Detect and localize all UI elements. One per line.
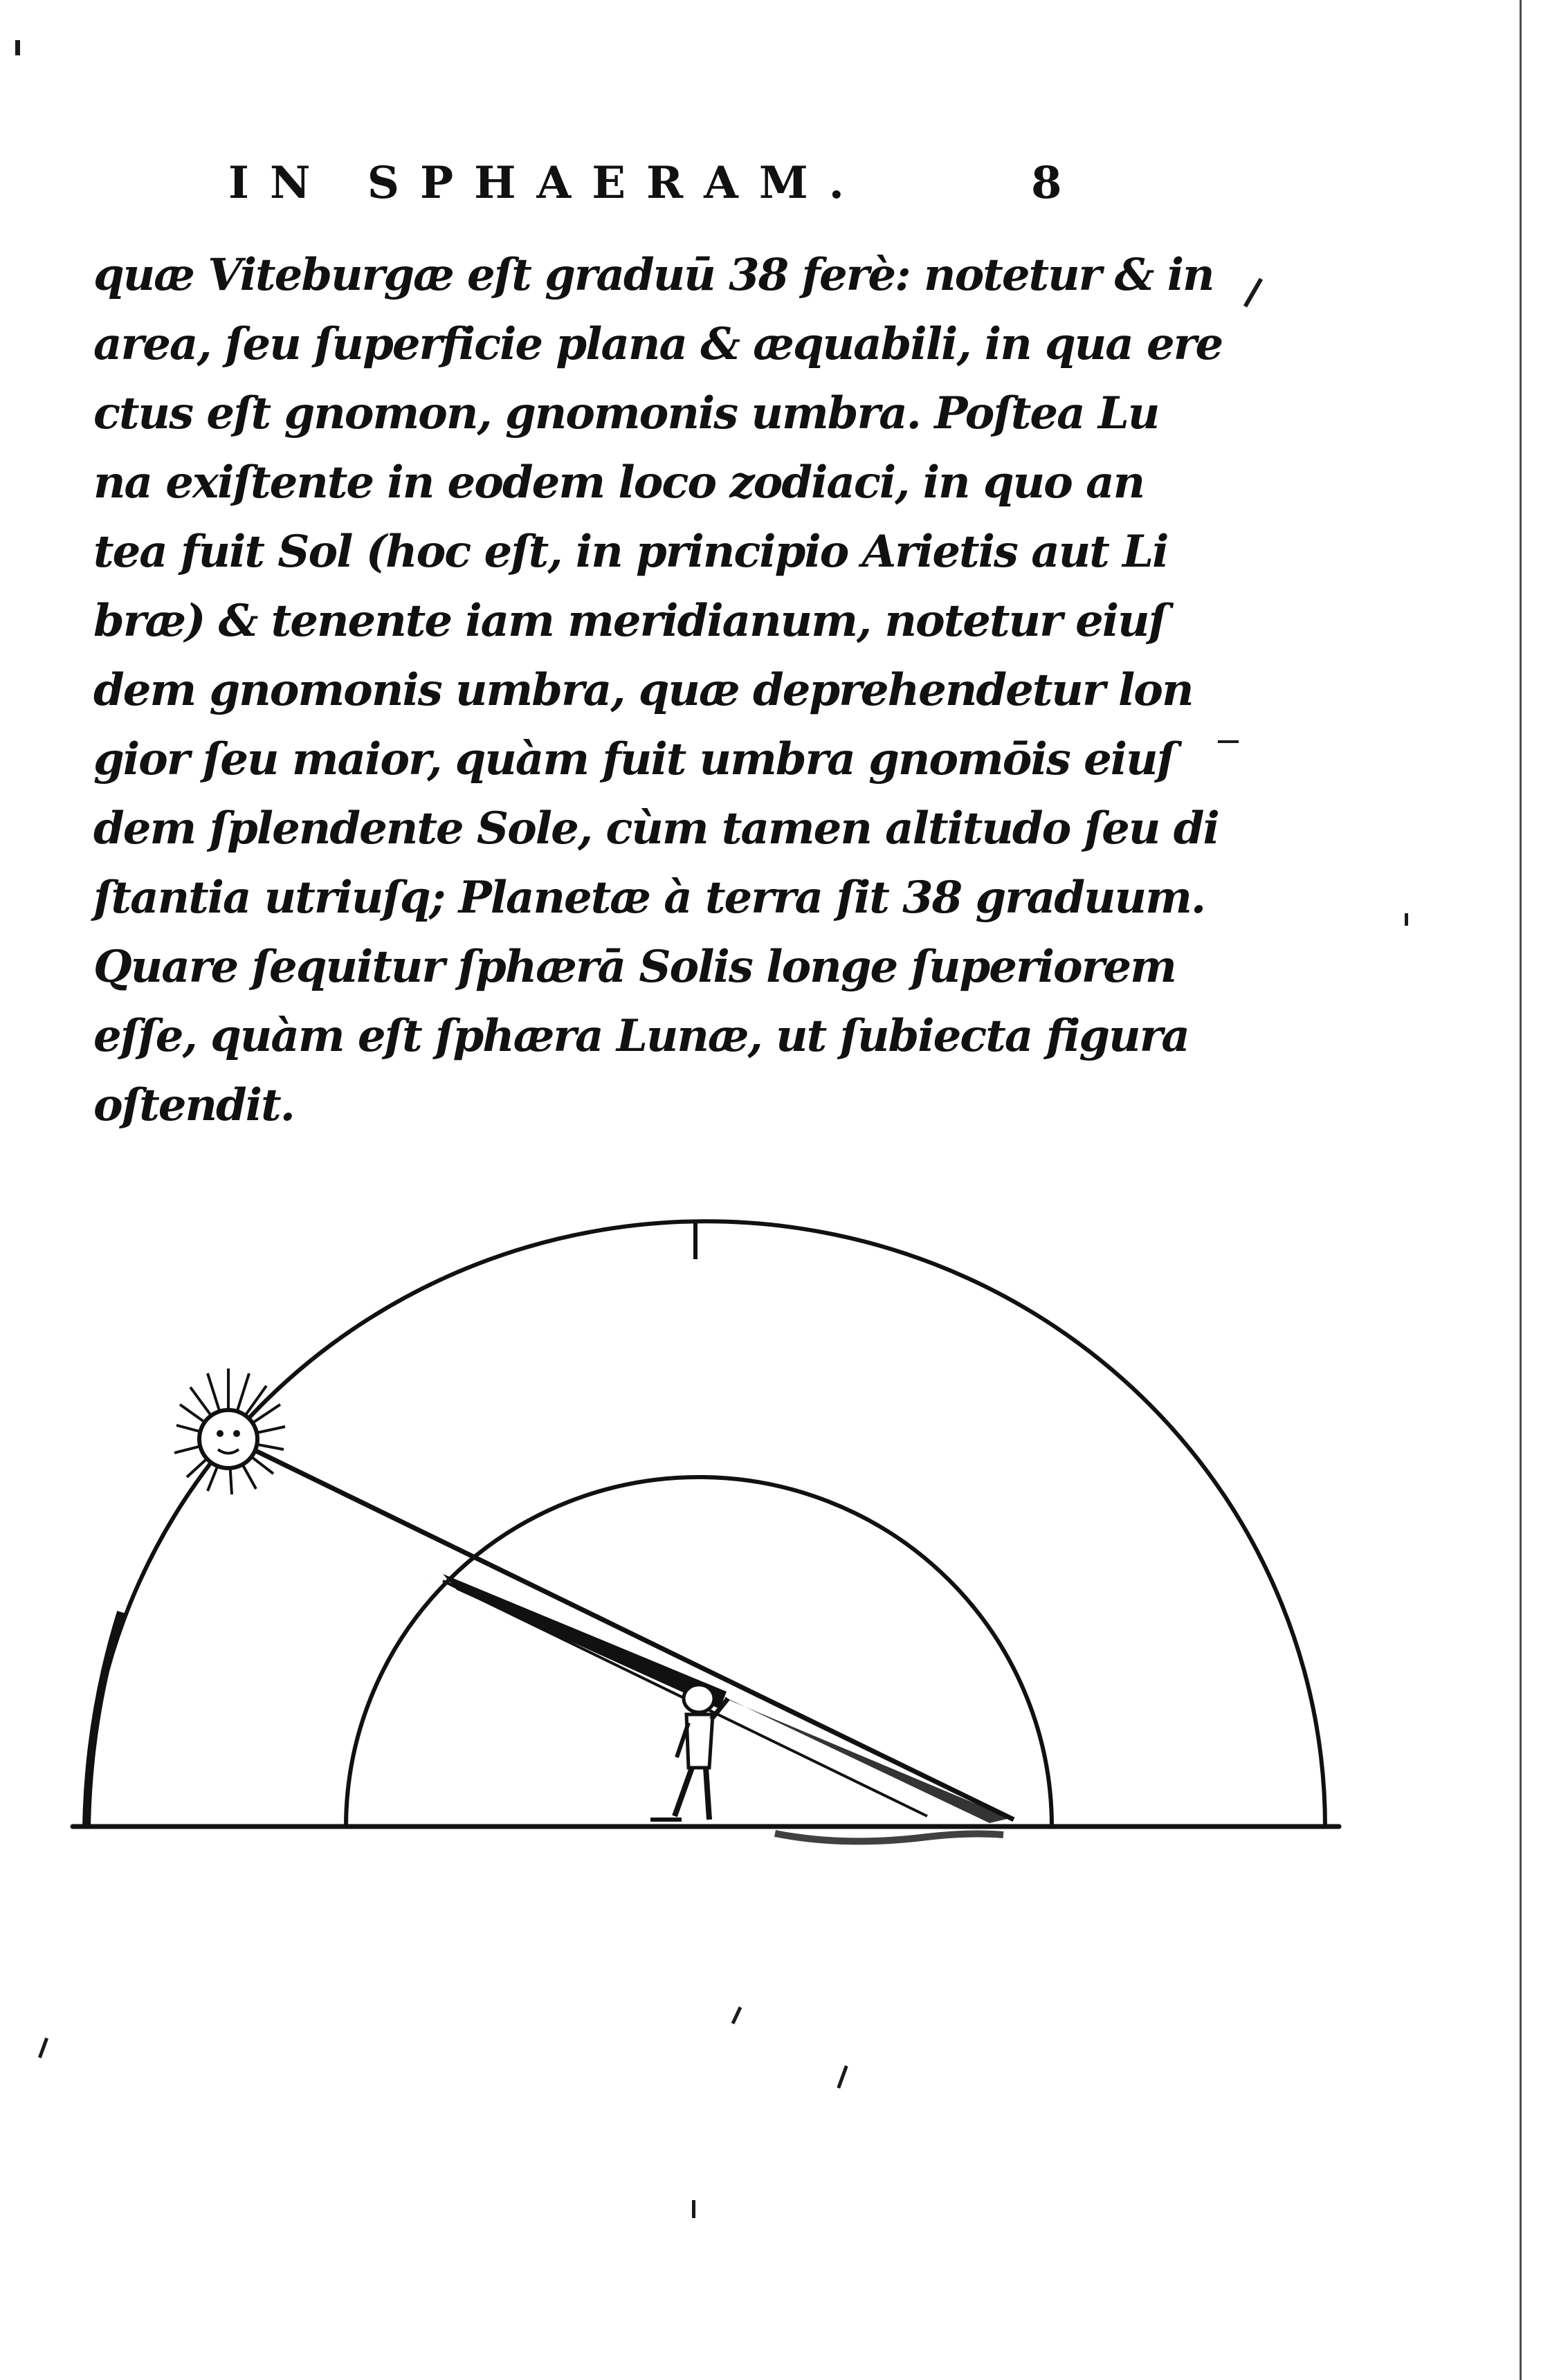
text-line: Quare ſequitur ſphærā Solis longe ſuperiorem [93, 941, 1176, 993]
text-line: eſſe, quàm eſt ſphæra Lunæ, ut ſubiecta figura [93, 1010, 1189, 1062]
text-line: gior ſeu maior, quàm fuit umbra gnomōis eiuſ [93, 733, 1175, 785]
text-line: ſtantia utriuſq; Planetæ à terra ſit 38 graduum. [93, 872, 1205, 924]
moon-ray-wedge [443, 1574, 727, 1709]
body-text [93, 241, 1223, 1140]
print-speck [1243, 278, 1263, 308]
moon-sphere-arc [346, 1477, 1052, 1827]
text-line: dem gnomonis umbra, quæ deprehendetur lon [93, 664, 1193, 716]
print-speck [731, 2006, 742, 2024]
text-line: dem ſplendente Sole, cùm tamen altitudo ſeu di [93, 803, 1219, 854]
gnomon-shadow [706, 1688, 1010, 1823]
text-line: oſtendit. [93, 1079, 294, 1131]
print-speck [1405, 913, 1408, 926]
text-line: bræ) & tenente iam meridianum, notetur eiuſ [93, 595, 1167, 647]
print-speck [38, 2038, 48, 2058]
text-line: quæ Viteburgæ eſt graduū 38 ferè: notetur & in [93, 249, 1214, 301]
print-speck [1218, 740, 1239, 743]
text-line: ctus eſt gnomon, gnomonis umbra. Poſtea Lu [93, 387, 1159, 439]
spheres-diagram [0, 1176, 1550, 1910]
sun-icon [174, 1368, 285, 1494]
page-header [228, 152, 1086, 214]
text-line: area, ſeu ſuperficie plana & æquabili, in qua ere [93, 318, 1223, 370]
sun-sphere-arc-shading [86, 1612, 121, 1827]
sun-ray-line [239, 1443, 1014, 1820]
text-line: na exiſtente in eodem loco zodiaci, in quo an [93, 457, 1145, 509]
ground-shading [775, 1833, 1003, 1841]
print-speck [692, 2200, 695, 2218]
page-number: 8 [1031, 157, 1062, 209]
running-head: IN SPHAERAM. [228, 157, 865, 209]
print-speck [837, 2065, 848, 2089]
print-speck [15, 40, 20, 55]
text-line: tea fuit Sol (hoc eſt, in principio Arietis aut Li [93, 526, 1168, 578]
